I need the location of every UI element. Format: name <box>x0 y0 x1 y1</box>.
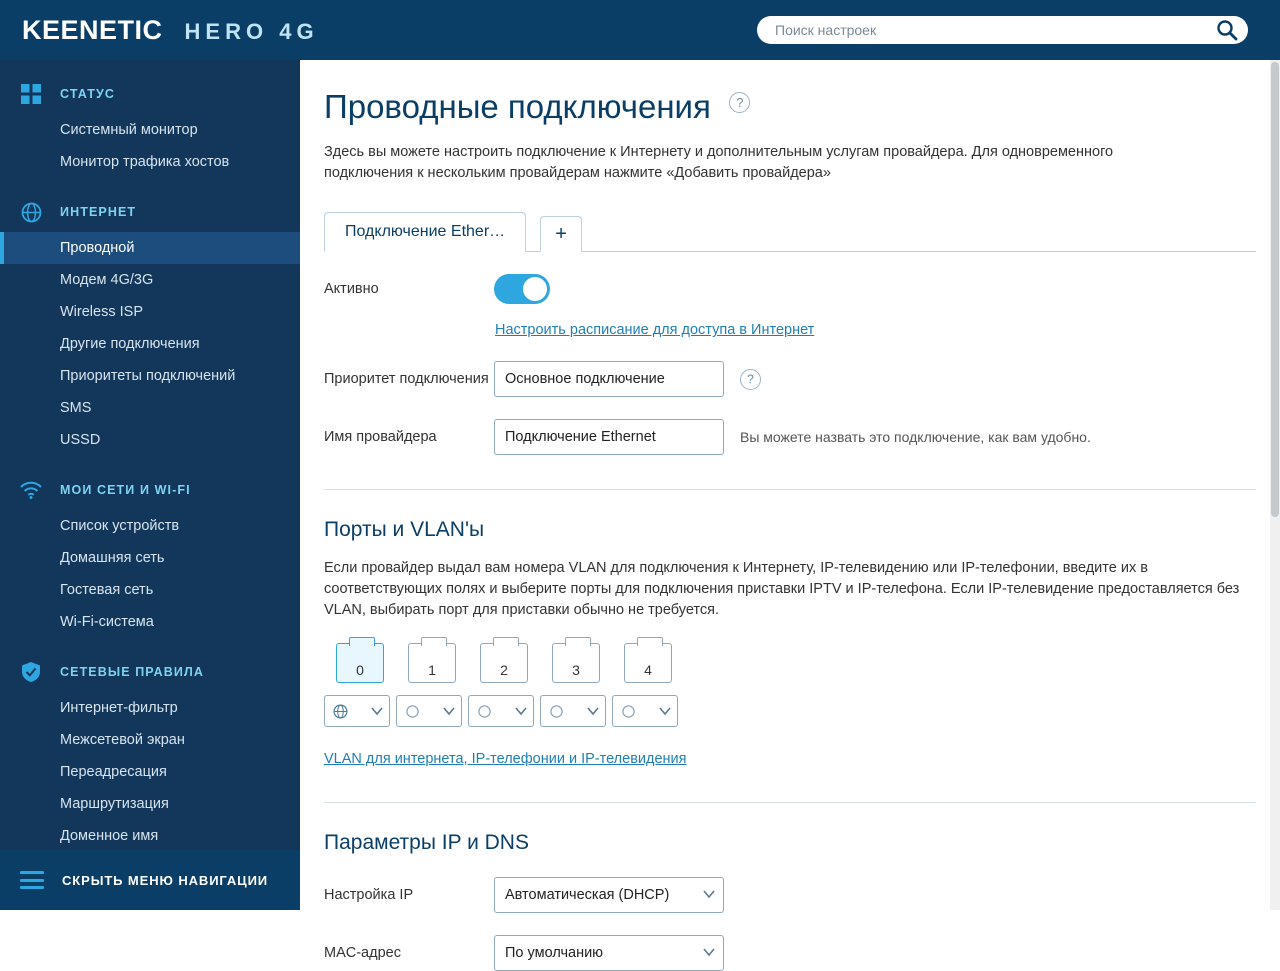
chevron-down-icon <box>444 708 454 714</box>
priority-label: Приоритет подключения <box>324 370 489 387</box>
sidebar-item-host-traffic-monitor[interactable] <box>0 146 300 178</box>
circle-icon <box>404 703 420 719</box>
page-title: Проводные подключения <box>324 88 711 125</box>
sidebar-item-label: Межсетевой экран <box>60 732 185 748</box>
main-content <box>300 60 1280 962</box>
priority-row <box>324 361 1256 397</box>
sidebar-item-forwarding[interactable] <box>0 756 300 788</box>
sidebar-item-wireless-isp[interactable] <box>0 296 300 328</box>
sidebar-item-label: Гостевая сеть <box>60 582 154 598</box>
sidebar-item-label: Системный монитор <box>60 122 198 138</box>
port-4[interactable]: 4 <box>624 643 672 683</box>
sidebar <box>0 60 300 910</box>
sidebar-item-label: Wi-Fi-система <box>60 614 154 630</box>
sidebar-item-label: Проводной <box>60 240 135 256</box>
sidebar-item-device-list[interactable] <box>0 510 300 542</box>
sidebar-item-wifi-system[interactable] <box>0 606 300 638</box>
provider-name-row <box>324 419 1256 455</box>
sidebar-item-guest-network[interactable] <box>0 574 300 606</box>
top-bar <box>0 0 1280 60</box>
sidebar-item-label: SMS <box>60 400 92 416</box>
port-1[interactable]: 1 <box>408 643 456 683</box>
port-column <box>468 643 540 683</box>
divider <box>324 489 1256 490</box>
sidebar-group-my-networks[interactable] <box>0 470 300 510</box>
sidebar-item-ussd[interactable] <box>0 424 300 456</box>
sidebar-item-sms[interactable] <box>0 392 300 424</box>
circle-icon <box>476 703 492 719</box>
mac-select[interactable] <box>494 935 724 971</box>
sidebar-item-label: Модем 4G/3G <box>60 272 154 288</box>
port-column <box>540 643 612 683</box>
sidebar-item-internet-filter[interactable] <box>0 692 300 724</box>
page-scrollbar-thumb[interactable] <box>1271 62 1279 517</box>
schedule-link[interactable]: Настроить расписание для доступа в Интернет <box>495 322 815 339</box>
shield-icon <box>20 661 42 683</box>
ports-section-title: Порты и VLAN'ы <box>324 518 485 542</box>
brand-name: KEENETIC <box>22 14 163 45</box>
hide-navigation-button[interactable] <box>0 850 300 910</box>
port-2[interactable]: 2 <box>480 643 528 683</box>
chevron-down-icon <box>660 708 670 714</box>
wifi-icon <box>20 479 42 501</box>
hamburger-icon <box>20 871 44 889</box>
sidebar-group-label: СТАТУС <box>60 87 116 101</box>
ip-config-select[interactable] <box>494 877 724 913</box>
sidebar-item-label: USSD <box>60 432 101 448</box>
priority-value: Основное подключение <box>505 371 665 388</box>
provider-name-label: Имя провайдера <box>324 428 437 445</box>
sidebar-item-system-monitor[interactable] <box>0 114 300 146</box>
circle-icon <box>620 703 636 719</box>
chevron-down-icon <box>372 708 382 714</box>
port-3[interactable]: 3 <box>552 643 600 683</box>
port-role-selects <box>324 695 1256 727</box>
sidebar-item-label: Переадресация <box>60 764 167 780</box>
connection-tabs <box>324 212 1256 252</box>
sidebar-item-label: Интернет-фильтр <box>60 700 178 716</box>
port-column <box>324 643 396 683</box>
sidebar-item-firewall[interactable] <box>0 724 300 756</box>
chevron-down-icon <box>704 891 714 897</box>
port-4-role-select[interactable] <box>612 695 678 727</box>
chevron-down-icon <box>704 375 714 381</box>
ports-section-description: Если провайдер выдал вам номера VLAN для подключения к Интернету, IP-телевидению или IP-телефонии, введите их в соответствующих полях и выберите порты для подключения приставки IPTV и IP-телефона. Если IP-телевидение предоставляется без VLAN, выбирать порт для приставки обычно не требуется. <box>324 560 1240 619</box>
priority-select[interactable] <box>494 361 724 397</box>
sidebar-scroll <box>0 60 300 850</box>
mac-value: По умолчанию <box>505 945 604 962</box>
port-column <box>612 643 684 683</box>
port-2-role-select[interactable] <box>468 695 534 727</box>
dashboard-icon <box>20 83 42 105</box>
vlan-link[interactable]: VLAN для интернета, IP-телефонии и IP-телевидения <box>324 751 687 768</box>
sidebar-group-network-rules[interactable] <box>0 652 300 692</box>
mac-label: MAC-адрес <box>324 944 401 961</box>
port-0-role-select[interactable] <box>324 695 390 727</box>
sidebar-item-domain-name[interactable] <box>0 820 300 852</box>
sidebar-item-wired[interactable] <box>0 232 300 264</box>
sidebar-item-label: Другие подключения <box>60 336 200 352</box>
provider-name-hint: Вы можете назвать это подключение, как вам удобно. <box>740 429 1091 446</box>
mac-row <box>324 935 1256 971</box>
port-0[interactable]: 0 <box>336 643 384 683</box>
toggle-knob <box>523 277 547 301</box>
page-description: Здесь вы можете настроить подключение к Интернету и дополнительным услугам провайдера. Для одновременного подключения к нескольким провайдерам нажмите «Добавить провайдера» <box>324 144 1114 182</box>
sidebar-item-connection-priorities[interactable] <box>0 360 300 392</box>
search-icon[interactable] <box>1216 19 1238 41</box>
search-input[interactable] <box>773 21 1193 39</box>
priority-help-icon[interactable]: ? <box>740 369 761 390</box>
sidebar-item-modem-4g3g[interactable] <box>0 264 300 296</box>
ip-config-label: Настройка IP <box>324 886 414 903</box>
sidebar-item-home-network[interactable] <box>0 542 300 574</box>
search-box[interactable] <box>757 16 1248 44</box>
sidebar-item-routing[interactable] <box>0 788 300 820</box>
add-provider-button[interactable]: + <box>540 216 582 252</box>
sidebar-item-label: Монитор трафика хостов <box>60 154 230 170</box>
sidebar-item-other-connections[interactable] <box>0 328 300 360</box>
chevron-down-icon <box>516 708 526 714</box>
brand-model: HERO 4G <box>184 18 319 44</box>
port-column <box>396 643 468 683</box>
ip-config-value: Автоматическая (DHCP) <box>505 887 670 904</box>
sidebar-group-label: МОИ СЕТИ И WI-FI <box>60 483 191 497</box>
chevron-down-icon <box>588 708 598 714</box>
active-label: Активно <box>324 280 379 297</box>
ip-section-title: Параметры IP и DNS <box>324 831 529 855</box>
globe-icon <box>332 703 348 719</box>
sidebar-item-label: Доменное имя <box>60 828 159 844</box>
brand-logo <box>22 15 319 46</box>
globe-icon <box>20 201 42 223</box>
sidebar-group-status[interactable] <box>0 74 300 114</box>
page-help-icon[interactable]: ? <box>729 92 750 113</box>
provider-name-input[interactable]: Подключение Ethernet <box>494 419 724 455</box>
sidebar-group-internet[interactable] <box>0 192 300 232</box>
sidebar-item-label: Домашняя сеть <box>60 550 165 566</box>
chevron-down-icon <box>704 949 714 955</box>
port-3-role-select[interactable] <box>540 695 606 727</box>
ip-config-row <box>324 877 1256 913</box>
circle-icon <box>548 703 564 719</box>
sidebar-item-label: Wireless ISP <box>60 304 143 320</box>
content-area <box>300 60 1280 971</box>
active-row <box>324 274 1256 304</box>
sidebar-item-label: Список устройств <box>60 518 180 534</box>
sidebar-item-label: Приоритеты подключений <box>60 368 236 384</box>
port-1-role-select[interactable] <box>396 695 462 727</box>
active-toggle[interactable] <box>494 274 550 304</box>
sidebar-item-label: Маршрутизация <box>60 796 169 812</box>
sidebar-group-label: СЕТЕВЫЕ ПРАВИЛА <box>60 665 204 679</box>
ports-row <box>324 643 1256 683</box>
hide-navigation-label: СКРЫТЬ МЕНЮ НАВИГАЦИИ <box>62 872 269 888</box>
sidebar-group-label: ИНТЕРНЕТ <box>60 205 137 219</box>
divider <box>324 802 1256 803</box>
tab-ethernet-connection[interactable]: Подключение Ether… <box>324 212 526 252</box>
